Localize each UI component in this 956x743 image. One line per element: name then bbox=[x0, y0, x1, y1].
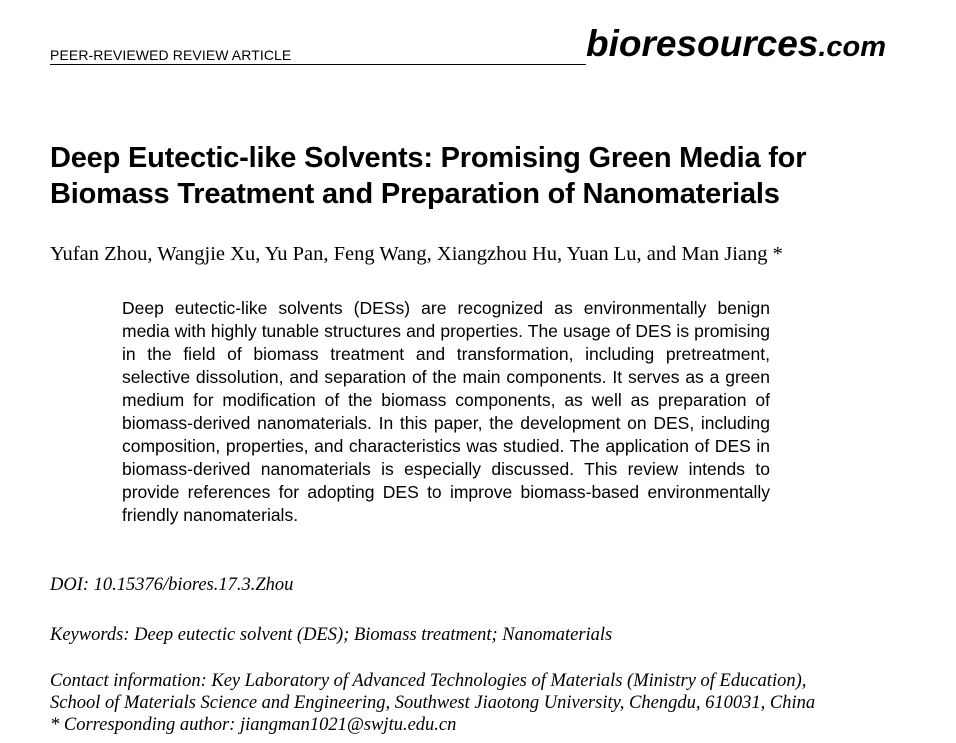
doi: DOI: 10.15376/biores.17.3.Zhou bbox=[50, 575, 294, 595]
keywords: Keywords: Deep eutectic solvent (DES); Biomass treatment; Nanomaterials bbox=[50, 625, 613, 645]
journal-logo-main: bioresources bbox=[586, 23, 819, 64]
journal-logo-tld: .com bbox=[818, 31, 887, 63]
journal-logo bbox=[586, 25, 886, 62]
article-title-line-1: Deep Eutectic-like Solvents: Promising Green Media for bbox=[50, 142, 807, 174]
article-title bbox=[50, 140, 930, 212]
author-list: Yufan Zhou, Wangjie Xu, Yu Pan, Feng Wang, Xiangzhou Hu, Yuan Lu, and Man Jiang * bbox=[50, 243, 783, 265]
corresponding-author: * Corresponding author: jiangman1021@swjtu.edu.cn bbox=[50, 715, 457, 735]
contact-line-2: School of Materials Science and Engineering, Southwest Jiaotong University, Chengdu, 610031, China bbox=[50, 693, 816, 713]
article-type-label: PEER-REVIEWED REVIEW ARTICLE bbox=[50, 47, 292, 63]
header-rule bbox=[50, 64, 586, 65]
contact-information bbox=[50, 670, 815, 736]
abstract: Deep eutectic-like solvents (DESs) are recognized as environmentally benign media with highly tunable structures and properties. The usage of DES is promising in the field of biomass treatment and transformation, including pretreatment, selective dissolution, and separation of the main components. It serves as a green medium for modification of the biomass components, as well as preparation of biomass-derived nanomaterials. In this paper, the development on DES, including composition, properties, and characteristics was studied. The application of DES in biomass-derived nanomaterials is especially discussed. This review intends to provide references for adopting DES to improve biomass-based environmentally friendly nanomaterials. bbox=[122, 298, 770, 525]
contact-line-1: Contact information: Key Laboratory of Advanced Technologies of Materials (Ministry of Education), bbox=[50, 671, 807, 691]
article-title-line-2: Biomass Treatment and Preparation of Nanomaterials bbox=[50, 178, 780, 210]
